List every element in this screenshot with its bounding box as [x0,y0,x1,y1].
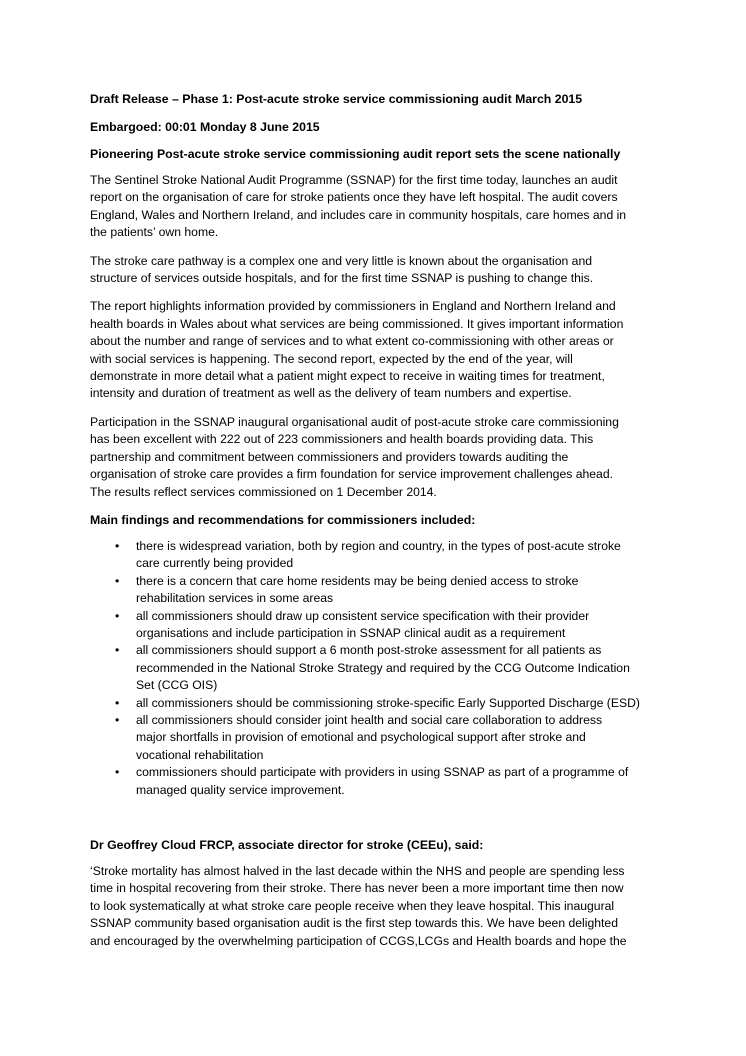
text-line: there is a concern that care home residents may be being denied access to stroke [136,573,579,588]
text-line: The Sentinel Stroke National Audit Programme (SSNAP) for the first time today, launches an audit [90,173,618,187]
bullet-icon: • [115,608,120,623]
text-line: ‘Stroke mortality has almost halved in the last decade within the NHS and people are spending less [90,864,625,878]
text-line: health boards in Wales about what services are being commissioned. It gives important information [90,316,624,331]
bullet-icon: • [115,643,120,658]
text-line: about the number and range of services and to what extent co-commissioning with other areas or [90,334,614,349]
findings-list [90,538,662,799]
text-line: The results reflect services commissioned on 1 December 2014. [90,484,437,499]
intro-paragraph [90,172,662,242]
bullet-icon: • [115,538,120,553]
findings-heading: Main findings and recommendations for commissioners included: [90,512,476,527]
text-line: demonstrate in more detail what a patient might expect to receive in waiting times for treatment, [90,369,605,384]
list-item [90,695,662,712]
text-line: all commissioners should draw up consistent service specification with their provider [136,608,590,623]
text-line: and encouraged by the overwhelming participation of CCGS,LCGs and Health boards and hope the [90,933,627,948]
text-line: structure of services outside hospitals, and for the first time SSNAP is pushing to change this. [90,271,594,286]
text-line: England, Wales and Northern Ireland, and includes care in community hospitals, care homes and in [90,207,627,222]
text-line: SSNAP community based organisation audit is the first step towards this. We have been delighted [90,916,618,931]
bullet-icon: • [115,573,120,588]
list-item [90,538,662,573]
text-line: commissioners should participate with providers in using SSNAP as part of a programme of [136,765,629,780]
list-item [90,712,662,764]
text-line: care currently being provided [136,556,294,571]
text-line: recommended in the National Stroke Strategy and required by the CCG Outcome Indication [136,660,630,675]
report-paragraph [90,298,662,402]
text-line: with social services is happening. The second report, expected by the end of the year, will [90,351,573,366]
headline: Pioneering Post-acute stroke service commissioning audit report sets the scene nationally [90,147,621,161]
text-line: the patients’ own home. [90,225,219,240]
bullet-icon: • [115,765,120,780]
text-line: The stroke care pathway is a complex one and very little is known about the organisation and [90,253,593,268]
text-line: Set (CCG OIS) [136,678,218,693]
list-item [90,642,662,694]
text-line: all commissioners should be commissioning stroke-specific Early Supported Discharge (ESD) [136,695,640,710]
document-page [90,91,662,961]
release-line: Draft Release – Phase 1: Post-acute stroke service commissioning audit March 2015 [90,92,583,106]
text-line: organisations and include participation in SSNAP clinical audit as a requirement [136,625,566,640]
text-line: rehabilitation services in some areas [136,591,334,606]
quote-paragraph [90,863,662,950]
text-line: The report highlights information provided by commissioners in England and Northern Ireland and [90,299,616,314]
list-item [90,573,662,608]
text-line: time in hospital recovering from their stroke. There has never been a more important time then now [90,881,624,896]
list-item [90,608,662,643]
text-line: managed quality service improvement. [136,782,345,797]
text-line: Participation in the SSNAP inaugural organisational audit of post-acute stroke care commissioning [90,414,619,429]
pathway-paragraph [90,253,662,288]
embargo-line: Embargoed: 00:01 Monday 8 June 2015 [90,120,320,134]
text-line: all commissioners should consider joint health and social care collaboration to address [136,712,603,727]
text-line: major shortfalls in provision of emotional and psychological support after stroke and [136,730,586,745]
text-line: intensity and duration of treatment as well as the delivery of team numbers and expertise. [90,386,572,401]
text-line: report on the organisation of care for stroke patients once they have left hospital. The audit covers [90,190,618,205]
text-line: partnership and commitment between commissioners and providers towards auditing the [90,449,569,464]
text-line: there is widespread variation, both by region and country, in the types of post-acute stroke [136,538,621,553]
quote-attribution: Dr Geoffrey Cloud FRCP, associate director for stroke (CEEu), said: [90,838,484,852]
text-line: has been excellent with 222 out of 223 commissioners and health boards providing data. This [90,432,594,447]
bullet-icon: • [115,695,120,710]
text-line: organisation of stroke care provides a firm foundation for service improvement challenges ahead. [90,467,613,482]
bullet-icon: • [115,712,120,727]
text-line: to look systematically at what stroke care people receive when they leave hospital. This inaugural [90,898,615,913]
text-line: vocational rehabilitation [136,747,264,762]
text-line: all commissioners should support a 6 month post-stroke assessment for all patients as [136,643,602,658]
participation-paragraph [90,414,662,501]
list-item [90,764,662,799]
